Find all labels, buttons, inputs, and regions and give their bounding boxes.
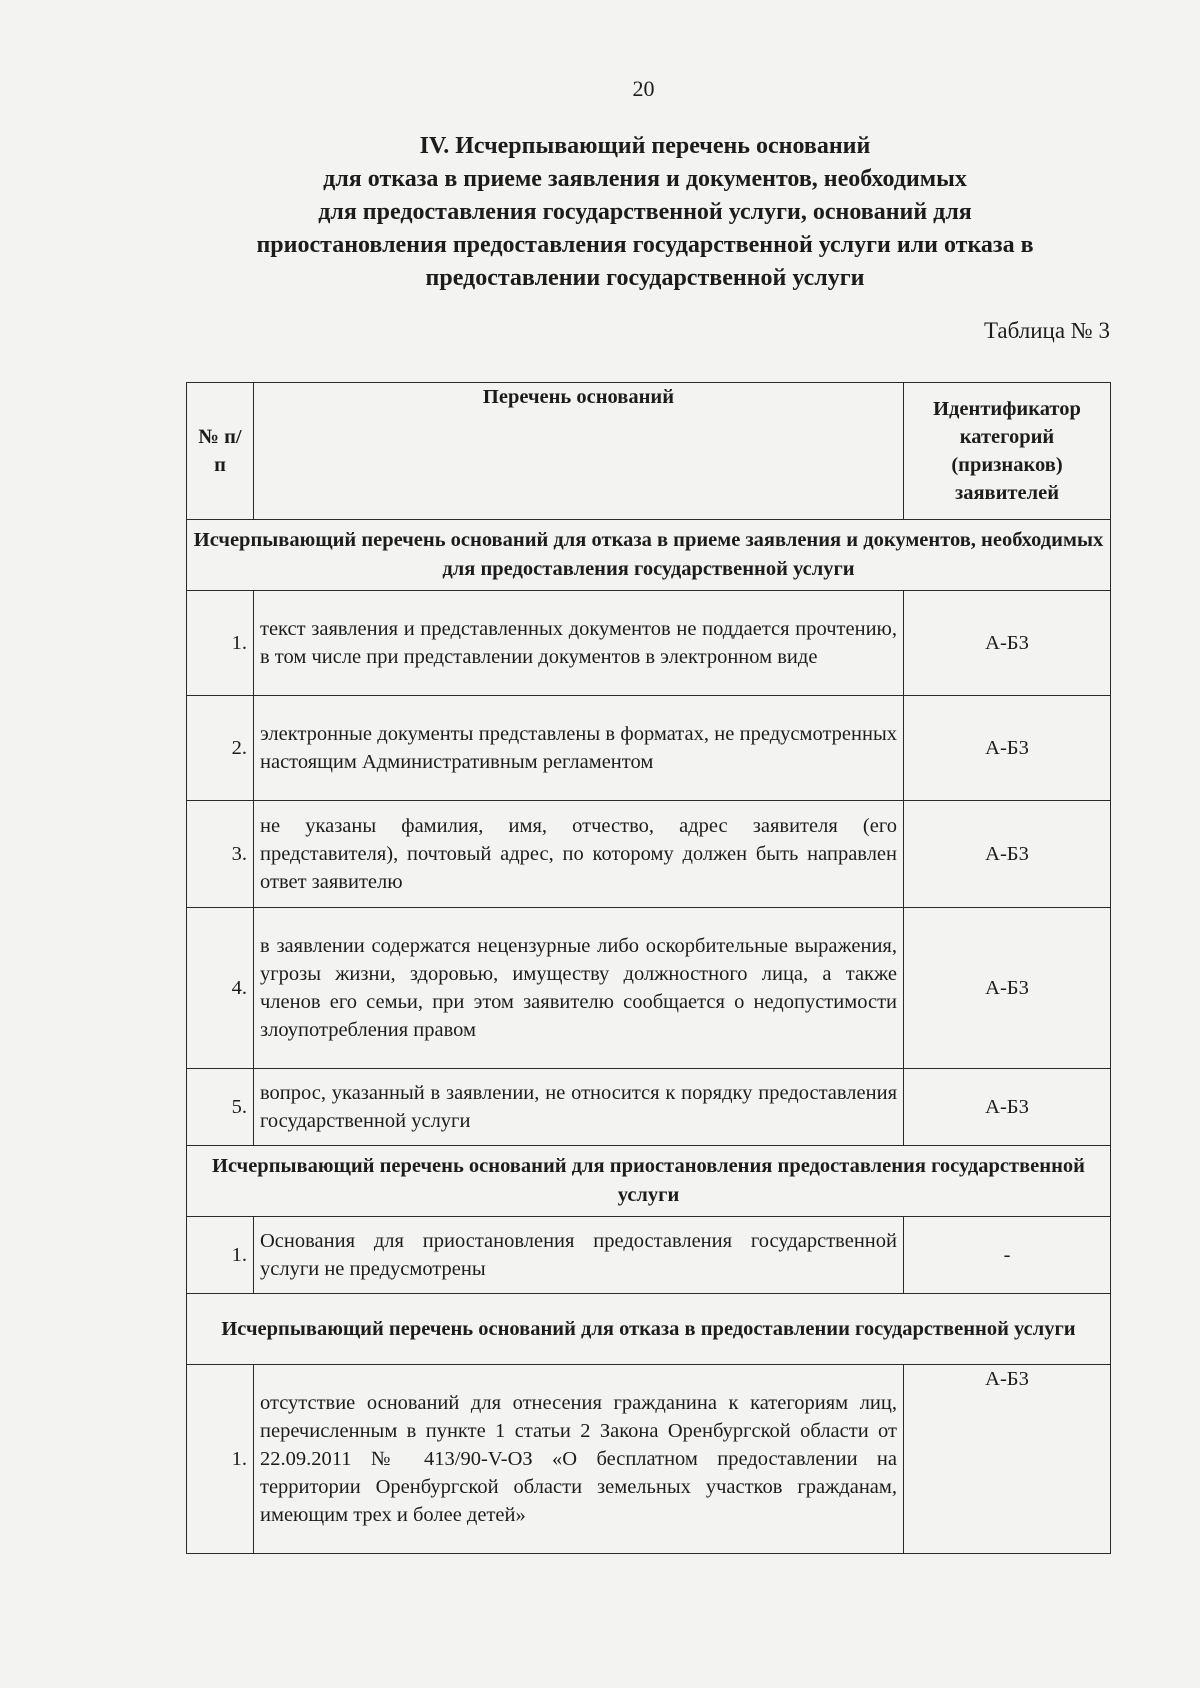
row-number: 1. (187, 1365, 254, 1554)
table-row (187, 908, 1111, 1069)
row-identifier: А-Б3 (904, 1069, 1111, 1146)
row-identifier: А-Б3 (904, 908, 1111, 1069)
section-title-row (187, 1294, 1111, 1365)
heading-line: для отказа в приеме заявления и документов, необходимых (323, 166, 967, 192)
header-identifier: Идентификатор категорий (признаков) заявителей (904, 383, 1111, 520)
grounds-table (186, 382, 1111, 1554)
table-header-row (187, 383, 1111, 520)
row-text: не указаны фамилия, имя, отчество, адрес заявителя (его представителя), почтовый адрес, по которому должен быть направлен ответ заявителю (254, 801, 904, 908)
row-identifier: А-Б3 (904, 591, 1111, 696)
row-identifier: А-Б3 (904, 801, 1111, 908)
header-grounds: Перечень оснований (254, 383, 904, 520)
table-row (187, 1069, 1111, 1146)
row-number: 1. (187, 591, 254, 696)
row-text: текст заявления и представленных документов не поддается прочтению, в том числе при представлении документов в электронном виде (254, 591, 904, 696)
row-number: 2. (187, 696, 254, 801)
heading-line: предоставлении государственной услуги (425, 265, 865, 291)
table-row (187, 591, 1111, 696)
page-number: 20 (632, 76, 655, 101)
row-text: Основания для приостановления предоставления государственной услуги не предусмотрены (254, 1217, 904, 1294)
table-row (187, 801, 1111, 908)
heading-line: для предоставления государственной услуги, оснований для (318, 199, 972, 225)
row-text: электронные документы представлены в форматах, не предусмотренных настоящим Административным регламентом (254, 696, 904, 801)
section-title: Исчерпывающий перечень оснований для приостановления предоставления государственной услуги (187, 1146, 1111, 1217)
row-text: вопрос, указанный в заявлении, не относится к порядку предоставления государственной услуги (254, 1069, 904, 1146)
header-num: № п/п (187, 383, 254, 520)
section-title-row (187, 1146, 1111, 1217)
row-identifier: - (904, 1217, 1111, 1294)
section-title: Исчерпывающий перечень оснований для отказа в предоставлении государственной услуги (187, 1294, 1111, 1365)
section-heading (150, 130, 1140, 295)
section-title: Исчерпывающий перечень оснований для отказа в приеме заявления и документов, необходимых для предоставления государственной услуги (187, 520, 1111, 591)
row-text: в заявлении содержатся нецензурные либо оскорбительные выражения, угрозы жизни, здоровью, имуществу должностного лица, а также членов его семьи, при этом заявителю сообщается о недопустимости злоупотребления правом (254, 908, 904, 1069)
row-number: 4. (187, 908, 254, 1069)
table-row (187, 696, 1111, 801)
heading-line: IV. Исчерпывающий перечень оснований (419, 133, 871, 159)
table-row (187, 1217, 1111, 1294)
row-identifier: А-Б3 (904, 696, 1111, 801)
section-title-row (187, 520, 1111, 591)
table-row (187, 1365, 1111, 1554)
table-caption: Таблица № 3 (983, 318, 1110, 343)
row-text: отсутствие оснований для отнесения гражданина к категориям лиц, перечисленным в пункте 1 статьи 2 Закона Оренбургской области от 22.09.2011 № 413/90-V-ОЗ «О бесплатном предоставлении на территории Оренбургской области земельных участков гражданам, имеющим трех и более детей» (254, 1365, 904, 1554)
heading-line: приостановления предоставления государственной услуги или отказа в (256, 232, 1034, 258)
row-number: 1. (187, 1217, 254, 1294)
row-number: 5. (187, 1069, 254, 1146)
row-identifier: А-Б3 (904, 1365, 1111, 1554)
row-number: 3. (187, 801, 254, 908)
